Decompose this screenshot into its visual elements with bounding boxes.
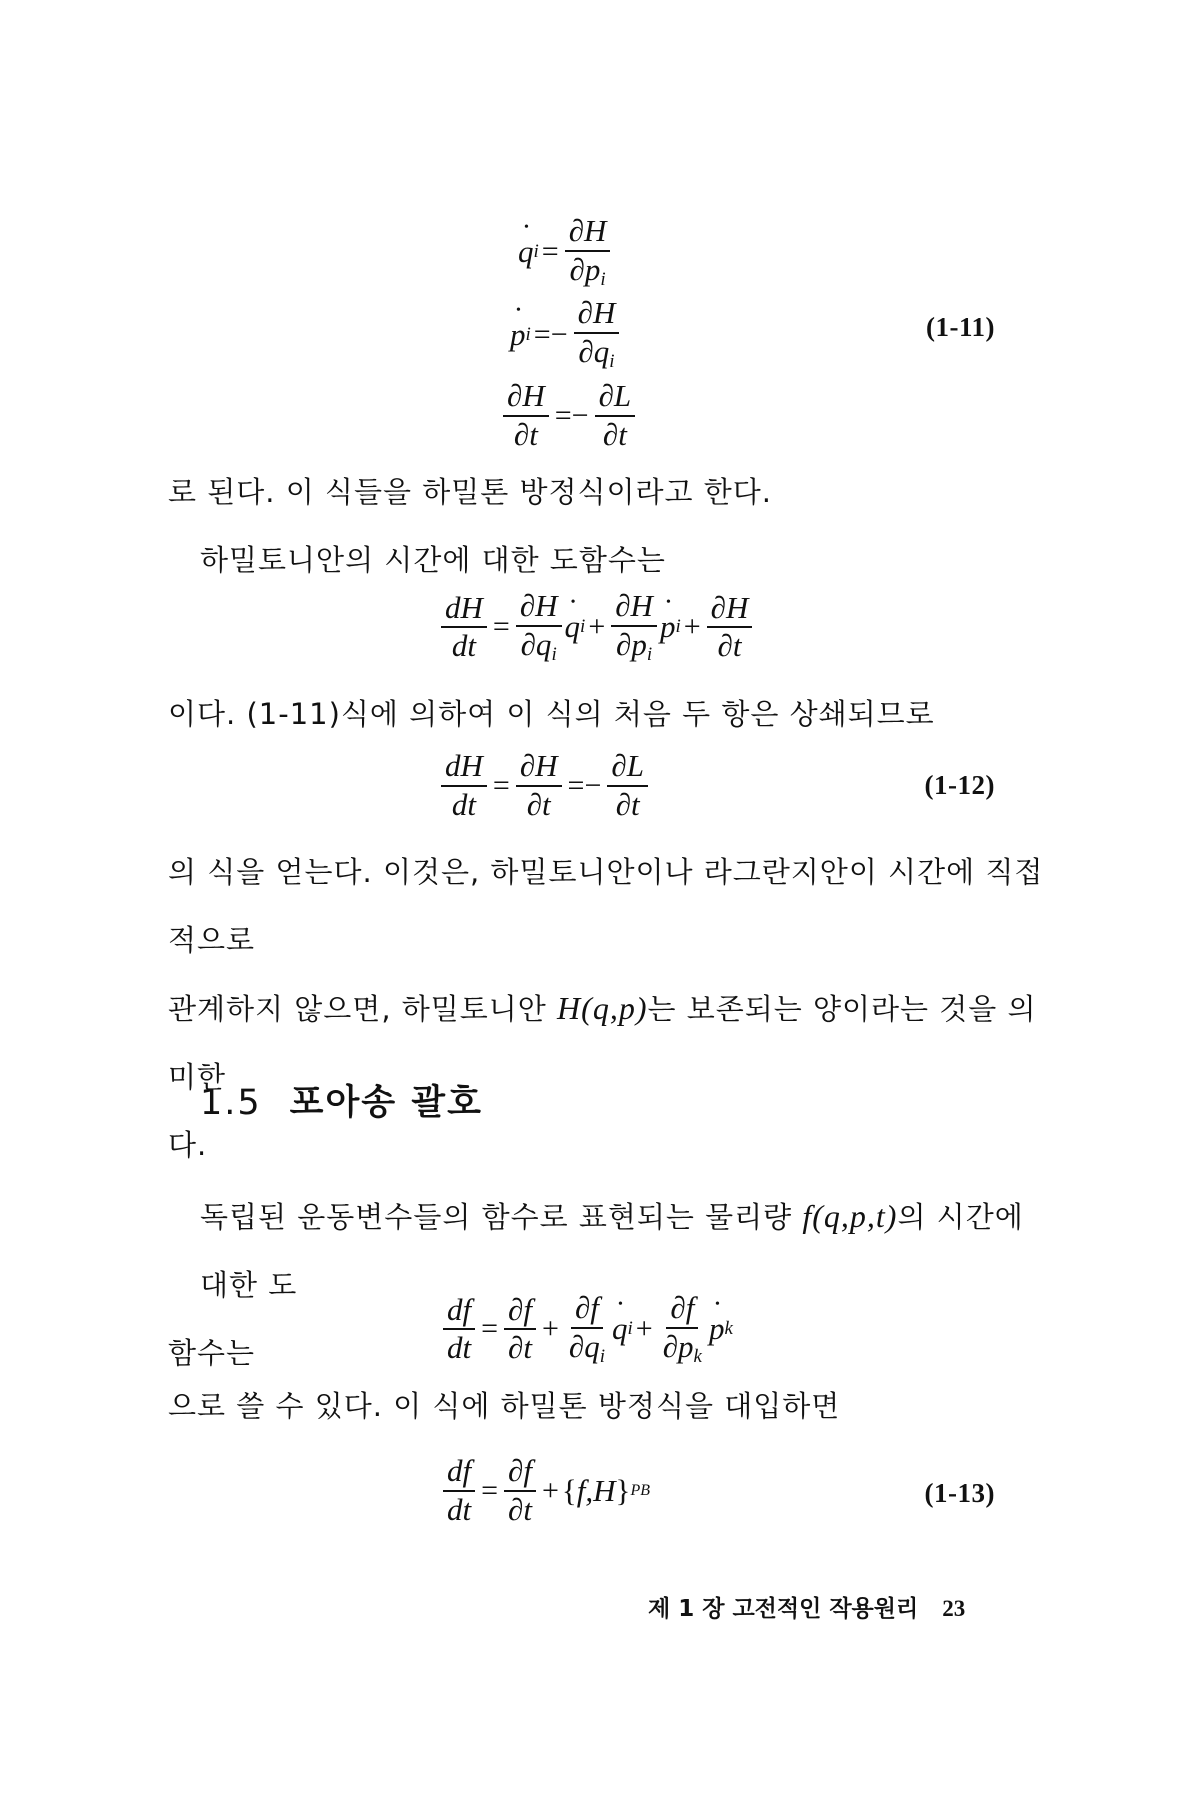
equation-dhdt-partial: $\frac{\partial H}{\partial t}$ =− $\frac{\partial L}{\partial t}$: [500, 380, 638, 451]
paragraph-1-line-2: 하밀토니안의 시간에 대한 도함수는: [200, 543, 666, 577]
paragraph-2-line-1: 이다. (1-11)식에 의하여 이 식의 처음 두 항은 상쇄되므로: [168, 697, 935, 731]
equation-qdot: • q i = $\frac{\partial H}{\partial p_i}$: [518, 215, 638, 289]
function-symbol: f(q,p,t): [802, 1198, 898, 1234]
paragraph-5: [168, 1372, 1048, 1440]
paragraph-3: [168, 838, 1048, 1179]
paragraph-3-line-2: 관계하지 않으면, 하밀토니안 H(q,p)는 보존되는 양이라는 것을 의미한: [168, 990, 1037, 1094]
paragraph-2: [168, 680, 1048, 748]
paragraph-5-line-1: 으로 쓸 수 있다. 이 식에 하밀톤 방정식을 대입하면: [168, 1389, 841, 1423]
section-number: 1.5: [200, 1083, 262, 1123]
paragraph-3-line-3: 다.: [168, 1128, 208, 1162]
hamiltonian-symbol: H(q,p): [557, 990, 648, 1026]
section-heading: [200, 1075, 483, 1125]
equation-total-derivative-h: $\frac{dH}{dt}$ = $\frac{\partial H}{\partial q_i}$ • q i + $\frac{\partial H}{\partial p_i}$ • p i + $\frac{\partial H}{\partial t}$: [438, 590, 755, 664]
equation-pdot: • p i =− $\frac{\partial H}{\partial q_i}$: [510, 297, 638, 371]
page-number: 23: [942, 1596, 966, 1621]
running-header-chapter: 제 1 장 고전적인 작용원리: [648, 1596, 919, 1622]
paragraph-4-line-1: 독립된 운동변수들의 함수로 표현되는 물리량 f(q,p,t)의 시간에 대한 도: [200, 1198, 1024, 1302]
equation-total-derivative-f: $\frac{df}{dt}$ = $\frac{\partial f}{\partial t}$ + $\frac{\partial f}{\partial q_i}$ • q i + $\frac{\partial f}{\partial p_k}$ • p k: [440, 1292, 733, 1366]
paragraph-1-line-1: 로 된다. 이 식들을 하밀톤 방정식이라고 한다.: [168, 475, 772, 509]
section-title: 포아송 괄호: [289, 1083, 483, 1123]
equation-number-1-12: (1-12): [924, 770, 995, 800]
equation-number-1-13: (1-13): [924, 1478, 995, 1508]
hamilton-equations: [500, 215, 638, 451]
page-footer: [648, 1590, 965, 1623]
paragraph-3-line-1: 의 식을 얻는다. 이것은, 하밀토니안이나 라그란지안이 시간에 직접적으로: [168, 855, 1044, 957]
paragraph-4-line-2: 함수는: [168, 1336, 256, 1370]
equation-number-1-11: (1-11): [926, 312, 995, 342]
equation-poisson-evolution: $\frac{df}{dt}$ = $\frac{\partial f}{\partial t}$ + { f,H } PB: [440, 1455, 650, 1526]
equation-energy-conservation: $\frac{dH}{dt}$ = $\frac{\partial H}{\partial t}$ =− $\frac{\partial L}{\partial t}$: [438, 750, 651, 821]
paragraph-1: [168, 458, 1048, 594]
